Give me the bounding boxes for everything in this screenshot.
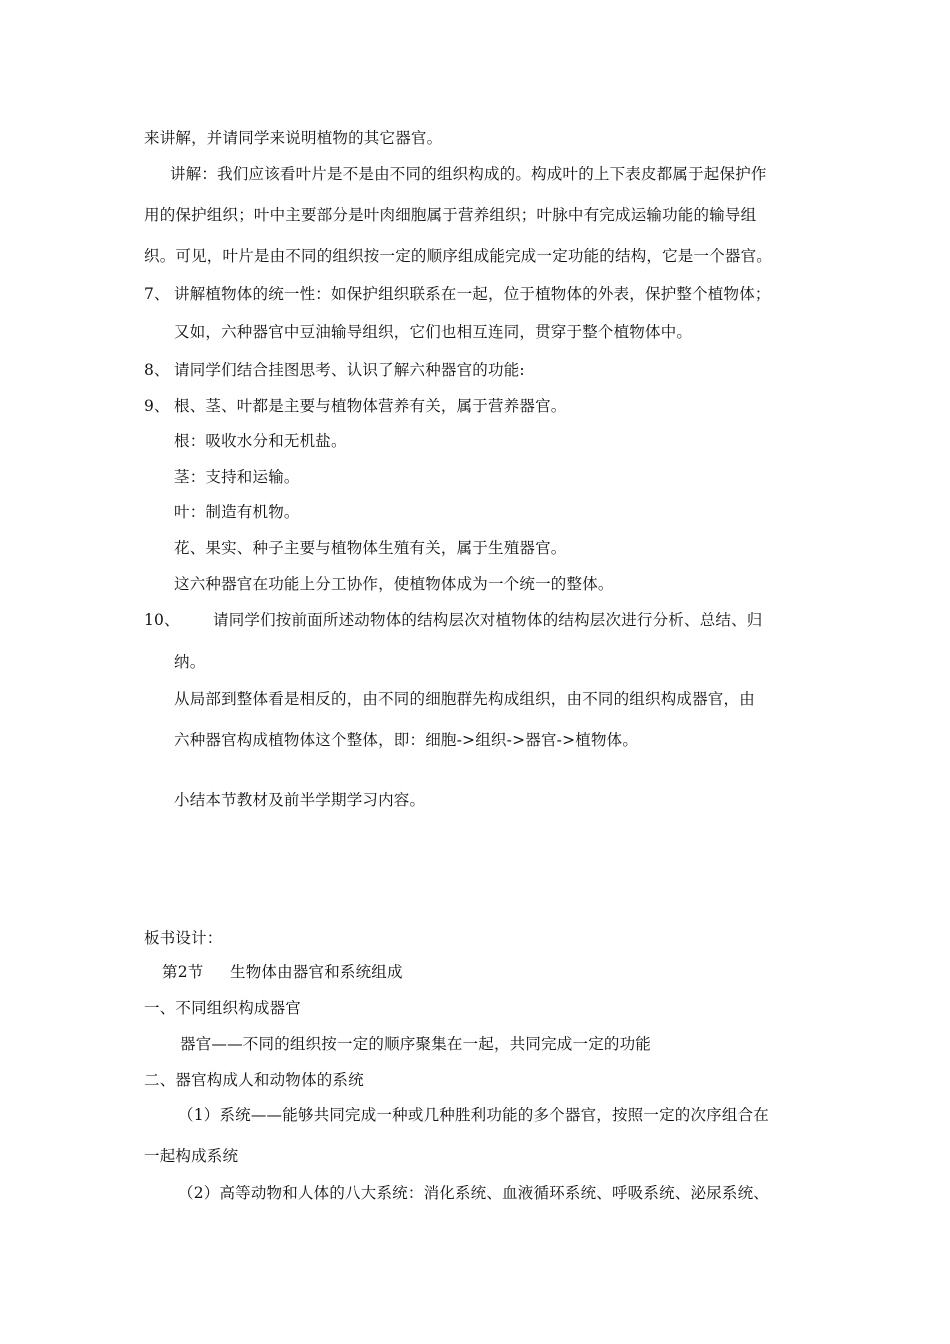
text-line: 用的保护组织；叶中主要部分是叶肉细胞属于营养组织；叶脉中有完成运输功能的输导组 — [144, 206, 757, 224]
text-line: 茎：支持和运输。 — [174, 468, 300, 486]
text-line: 织。可见，叶片是由不同的组织按一定的顺序组成能完成一定功能的结构，它是一个器官。 — [144, 247, 773, 265]
text-line: 根：吸收水分和无机盐。 — [174, 432, 347, 450]
text-line: 请同学们结合挂图思考、认识了解六种器官的功能: — [174, 361, 525, 379]
text-line: 器官——不同的组织按一定的顺序聚集在一起，共同完成一定的功能 — [180, 1035, 652, 1053]
text-line: 根、茎、叶都是主要与植物体营养有关，属于营养器官。 — [174, 397, 567, 415]
text-line: 从局部到整体看是相反的，由不同的细胞群先构成组织，由不同的组织构成器官，由 — [174, 690, 755, 708]
text-line: 六种器官构成植物体这个整体，即：细胞->组织->器官->植物体。 — [174, 731, 639, 749]
list-number: 8、 — [144, 361, 170, 379]
section-title: 板书设计： — [144, 929, 223, 947]
text-line: 叶：制造有机物。 — [174, 503, 300, 521]
text-line: 一起构成系统 — [144, 1147, 239, 1165]
section-number: 第2节 — [162, 963, 204, 981]
text-line: （1）系统——能够共同完成一种或几种胜利功能的多个器官，按照一定的次序组合在 — [178, 1106, 769, 1124]
text-line: 讲解植物体的统一性：如保护组织联系在一起，位于植物体的外表，保护整个植物体； — [174, 285, 771, 303]
list-number: 9、 — [144, 397, 170, 415]
list-number: 10、 — [144, 611, 180, 629]
text-line: 讲解：我们应该看叶片是不是由不同的组织构成的。构成叶的上下表皮都属于起保护作 — [170, 165, 767, 183]
section-heading: 生物体由器官和系统组成 — [230, 963, 403, 981]
text-line: 二、器官构成人和动物体的系统 — [144, 1071, 364, 1089]
text-line: 请同学们按前面所述动物体的结构层次对植物体的结构层次进行分析、总结、归 — [213, 611, 763, 629]
text-line: 一、不同组织构成器官 — [144, 999, 302, 1017]
text-line: 花、果实、种子主要与植物体生殖有关，属于生殖器官。 — [174, 539, 567, 557]
text-line: 这六种器官在功能上分工协作，使植物体成为一个统一的整体。 — [174, 575, 614, 593]
list-number: 7、 — [144, 285, 170, 303]
text-line: （2）高等动物和人体的八大系统：消化系统、血液循环系统、呼吸系统、泌尿系统、 — [178, 1184, 769, 1202]
text-line: 纳。 — [174, 653, 206, 671]
text-line: 又如，六种器官中豆油输导组织，它们也相互连同，贯穿于整个植物体中。 — [174, 323, 693, 341]
text-line: 来讲解，并请同学来说明植物的其它器官。 — [144, 129, 443, 147]
text-line: 小结本节教材及前半学期学习内容。 — [174, 791, 426, 809]
